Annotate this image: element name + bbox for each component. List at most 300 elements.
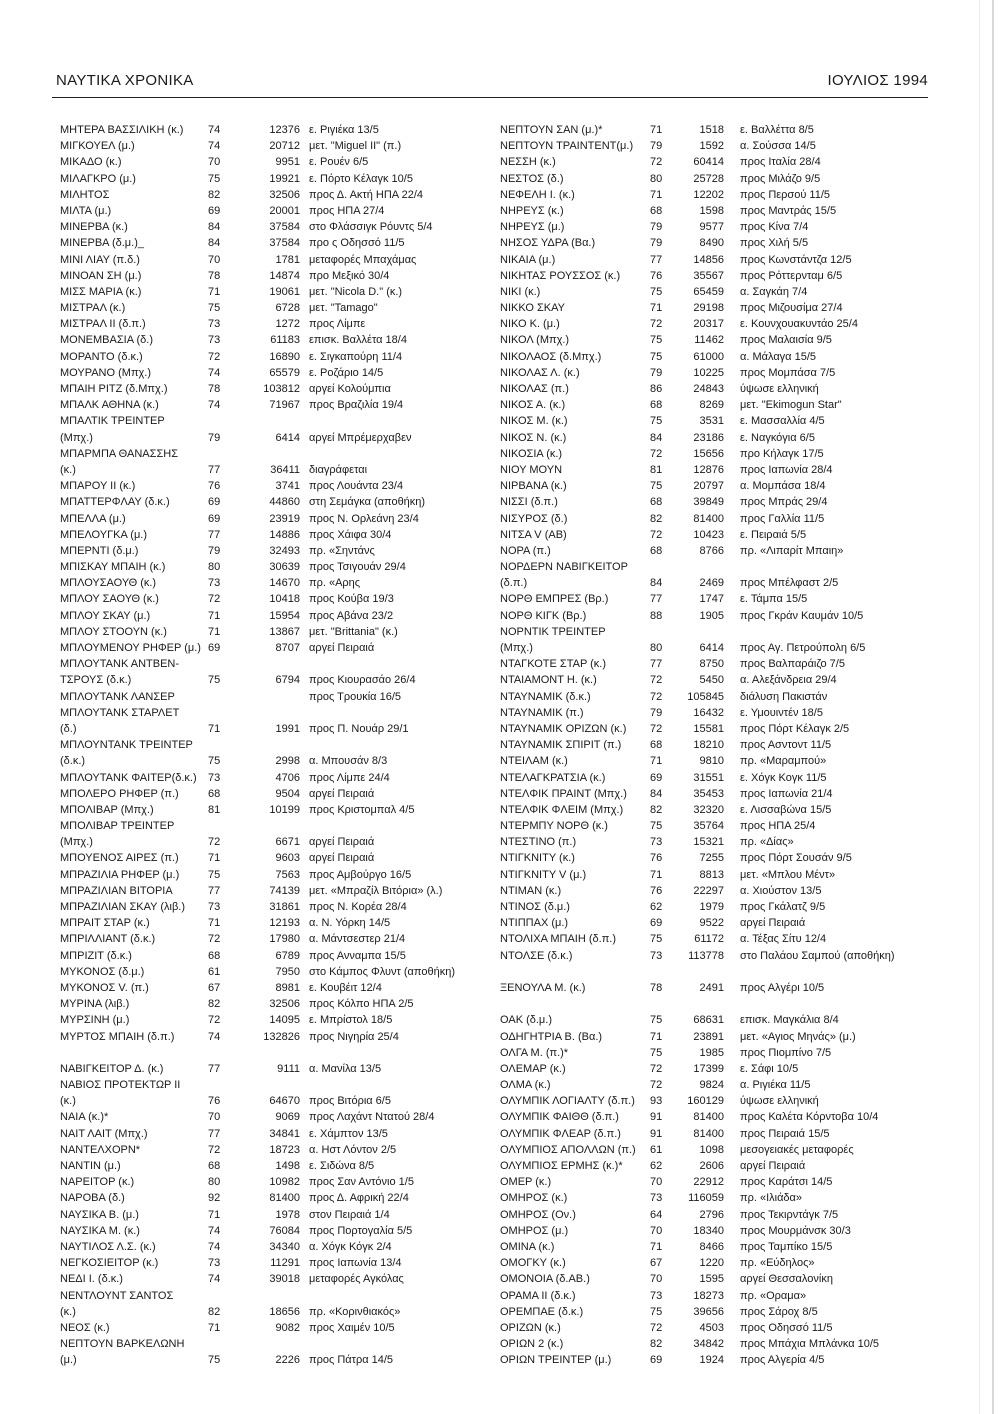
tonnage: 1595	[699, 1273, 724, 1286]
ship-name: ΤΣΡΟΥΣ (δ.κ.)	[60, 674, 132, 687]
status-note: διαγράφεται	[309, 463, 368, 476]
build-year: 69	[208, 512, 221, 525]
tonnage: 24843	[693, 383, 724, 395]
build-year: 75	[208, 172, 221, 185]
status-note: προς Κόλπο ΗΠΑ 2/5	[309, 998, 414, 1011]
build-year: 68	[650, 204, 663, 217]
ship-row	[60, 252, 485, 268]
ship-row	[500, 818, 925, 834]
build-year: 74	[208, 399, 221, 412]
build-year: 73	[650, 1289, 663, 1302]
status-note: προς Κριστομπαλ 4/5	[309, 803, 415, 816]
status-note: μετ. «Μπλου Μέντ»	[740, 868, 836, 881]
ship-row	[500, 300, 925, 316]
build-year: 79	[650, 366, 663, 379]
tonnage: 35453	[693, 787, 724, 800]
ship-name: ΝΗΣΟΣ ΥΔΡΑ (Βα.)	[500, 237, 596, 250]
tonnage: 32320	[693, 803, 724, 816]
ship-name: ΟΜΟΓΚΥ (κ.)	[500, 1257, 566, 1270]
build-year: 77	[650, 593, 663, 606]
ship-name: ΜΠΑΡΟΥ ΙΙ (κ.)	[60, 480, 136, 493]
ship-name: ΜΠΛΟΥ ΣΚΑΥ (μ.)	[60, 609, 151, 622]
ship-row	[60, 138, 485, 154]
status-note: προς Βραζιλία 19/4	[309, 399, 404, 412]
status-note: προς ΗΠΑ 25/4	[740, 820, 816, 833]
ship-row	[500, 430, 925, 446]
tonnage: 1924	[699, 1354, 724, 1367]
tonnage: 12202	[693, 188, 724, 201]
status-note: προς Περσού 11/5	[740, 188, 830, 201]
status-note: προς Αλγερία 4/5	[740, 1354, 825, 1367]
ship-row	[500, 1012, 925, 1028]
tonnage: 15581	[693, 722, 724, 735]
status-note: προς Ταμπίκο 15/5	[740, 1240, 833, 1253]
ship-name: ΝΙΚΟΣ Μ. (κ.)	[500, 415, 568, 428]
ship-row	[60, 365, 485, 381]
build-year: 71	[208, 1208, 221, 1221]
tonnage: 61000	[693, 350, 724, 363]
status-note: προς Μπέλφαστ 2/5	[740, 577, 839, 590]
build-year: 86	[650, 383, 663, 395]
status-note: προς Χάιφα 30/4	[309, 528, 392, 541]
ship-name: ΝΑΥΤΙΛΟΣ Λ.Σ. (κ.)	[60, 1240, 156, 1253]
status-note: ύψωσε ελληνική	[740, 383, 819, 395]
tonnage: 37584	[269, 221, 300, 234]
ship-name: ΜΠΛΟΥΤΑΝΚ ΦΑΙΤΕΡ(δ.κ.)	[60, 771, 197, 784]
build-year: 77	[208, 1062, 221, 1075]
tonnage: 18656	[269, 1305, 300, 1318]
build-year: 76	[208, 480, 221, 493]
status-note: επισκ. Βαλλέτα 18/4	[309, 334, 407, 347]
ship-row	[60, 608, 485, 624]
tonnage: 8466	[699, 1240, 724, 1253]
build-year: 77	[208, 528, 221, 541]
tonnage: 8750	[699, 658, 724, 671]
ship-row	[500, 1207, 925, 1223]
ship-name: (Μπχ.)	[500, 642, 533, 654]
status-note: προς Γαλλία 11/5	[740, 512, 825, 525]
status-note: αργεί Πειραιά	[740, 1160, 806, 1172]
tonnage: 4706	[275, 771, 300, 784]
tonnage: 7255	[699, 852, 724, 865]
tonnage: 65459	[693, 285, 724, 298]
tonnage: 64670	[269, 1095, 300, 1108]
build-year: 73	[650, 949, 663, 962]
tonnage: 61183	[270, 334, 300, 347]
ship-row	[60, 478, 485, 494]
tonnage: 14886	[269, 528, 300, 541]
ship-name: ΝΤΑΥΝΑΜΙΚ (π.)	[500, 706, 584, 719]
status-note: προς Λίμπε 24/4	[309, 771, 390, 784]
ship-name: ΝΤΑΓΚΟΤΕ ΣΤΑΡ (κ.)	[500, 658, 607, 671]
ship-name: ΜΠΑΛΚ ΑΘΗΝΑ (κ.)	[60, 399, 159, 412]
status-note: προς Μαλαισία 9/5	[740, 334, 832, 347]
status-note: μεταφορές Αγκόλας	[309, 1273, 404, 1286]
status-note: αργεί Πειραιά	[309, 642, 375, 654]
status-note: προς Λουάντα 23/4	[309, 480, 404, 493]
status-note: προς ΗΠΑ 27/4	[309, 204, 385, 217]
tonnage: 132826	[263, 1030, 300, 1043]
ship-row	[500, 899, 925, 915]
status-note: ε. Ρουέν 6/5	[309, 156, 369, 169]
ship-row	[60, 996, 485, 1012]
status-note: ε. Πειραιά 5/5	[740, 528, 807, 541]
status-note: προς Μιζουσίμα 27/4	[740, 302, 843, 315]
tonnage: 8707	[275, 642, 300, 654]
tonnage: 9504	[275, 787, 300, 800]
ship-row	[60, 413, 485, 429]
status-note: διάλυση Πακιστάν	[740, 690, 828, 703]
tonnage: 29198	[693, 302, 724, 315]
status-note: αργεί Θεσσαλονίκη	[740, 1273, 833, 1286]
ship-name: ΝΤΕΛΦΙΚ ΦΛΕΙΜ (Μπχ.)	[500, 803, 624, 816]
ship-row	[500, 284, 925, 300]
ship-row	[60, 187, 485, 203]
ship-row	[60, 235, 485, 251]
ship-name: (κ.)	[60, 1305, 76, 1318]
ship-row	[60, 770, 485, 786]
ship-name: ΝΤΟΛΙΧΑ ΜΠΑΙΗ (δ.π.)	[500, 933, 616, 946]
build-year: 74	[208, 1240, 221, 1253]
build-year: 80	[650, 172, 663, 185]
build-year: 82	[650, 803, 663, 816]
status-note: μεταφορές Μπαχάμας	[309, 253, 417, 266]
tonnage: 6414	[275, 431, 300, 444]
status-note: πρ. «Εύδηλος»	[740, 1257, 815, 1270]
tonnage: 116059	[688, 1192, 724, 1205]
tonnage: 1991	[275, 722, 300, 735]
ship-row	[60, 1336, 485, 1352]
tonnage: 34842	[693, 1338, 724, 1351]
ship-row	[500, 867, 925, 883]
tonnage: 36411	[270, 463, 300, 476]
ship-name: (Μπχ.)	[60, 431, 93, 444]
ship-name: (δ.κ.)	[60, 755, 86, 768]
status-note: πρ. «Σηντάνς	[309, 544, 375, 557]
tonnage: 2469	[699, 577, 724, 590]
ship-name: ΜΟΝΕΜΒΑΣΙΑ (δ.)	[60, 334, 153, 347]
build-year: 82	[208, 188, 221, 201]
ship-row	[500, 689, 925, 705]
ship-name: ΝΤΕΛΑΓΚΡΑΤΣΙΑ (κ.)	[500, 771, 606, 784]
status-note: προς Τρουκία 16/5	[309, 690, 402, 703]
tonnage: 6414	[699, 642, 724, 654]
status-note: προ Μεξικό 30/4	[309, 269, 390, 282]
ship-row	[500, 1320, 925, 1336]
build-year: 81	[650, 463, 663, 476]
ship-name: ΝΕΣΣΗ (κ.)	[500, 156, 556, 169]
status-note: προς Πειραιά 15/5	[740, 1127, 830, 1140]
tonnage: 25728	[693, 172, 724, 185]
build-year: 68	[208, 1160, 221, 1172]
tonnage: 18210	[693, 739, 724, 752]
status-note: α. Σαγκάη 7/4	[740, 285, 808, 298]
build-year: 73	[650, 1192, 663, 1205]
build-year: 71	[208, 285, 221, 298]
status-note: πρ. «Οραμα»	[740, 1289, 807, 1302]
ship-row	[60, 1304, 485, 1320]
ship-row	[60, 705, 485, 721]
ship-name: ΜΠΟΛΙΒΑΡ ΤΡΕΙΝΤΕΡ	[60, 820, 175, 833]
ship-row	[60, 219, 485, 235]
ship-name: ΝΕΝΤΛΟΥΝΤ ΣΑΝΤΟΣ	[60, 1289, 174, 1302]
tonnage: 17399	[693, 1062, 724, 1075]
ship-name: ΝΤΙΠΠΑΧ (μ.)	[500, 917, 569, 930]
ship-name: ΜΠΑΡΜΠΑ ΘΑΝΑΣΣΗΣ	[60, 447, 178, 460]
build-year: 72	[208, 593, 221, 606]
build-year: 79	[650, 237, 663, 250]
build-year: 93	[650, 1095, 663, 1108]
tonnage: 9577	[699, 221, 724, 234]
status-note: προς Κούβα 19/3	[309, 593, 394, 606]
ship-row	[60, 527, 485, 543]
ship-row	[60, 171, 485, 187]
ship-row	[60, 268, 485, 284]
tonnage: 6671	[275, 836, 300, 849]
ship-row	[500, 316, 925, 332]
build-year: 75	[208, 674, 221, 687]
ship-row	[60, 349, 485, 365]
ship-name: ΟΛΥΜΠΙΚ ΦΛΕΑΡ (δ.π.)	[500, 1127, 621, 1140]
status-note: ε. Ριγιέκα 13/5	[309, 124, 379, 136]
ship-row	[500, 154, 925, 170]
ship-name: ΜΙΚΑΔΟ (κ.)	[60, 156, 122, 169]
ship-row	[60, 1109, 485, 1125]
build-year: 72	[208, 1143, 221, 1156]
build-year: 68	[650, 739, 663, 752]
ship-list-right-column	[500, 122, 925, 1368]
tonnage: 35764	[693, 820, 724, 833]
status-note: αργεί Πειραιά	[740, 917, 806, 930]
status-note: προς Ασντοντ 11/5	[740, 739, 832, 752]
status-note: προς Ρόττερνταμ 6/5	[740, 269, 843, 282]
ship-row	[500, 511, 925, 527]
build-year: 71	[208, 609, 221, 622]
ship-row	[60, 850, 485, 866]
build-year: 74	[208, 1030, 221, 1043]
status-note: προς Πιομπίνο 7/5	[740, 1046, 832, 1059]
ship-row	[500, 187, 925, 203]
ship-name: ΟΔΗΓΗΤΡΙΑ Β. (Βα.)	[500, 1030, 603, 1043]
ship-name: ΝΑΥΣΙΚΑ Μ. (κ.)	[60, 1224, 140, 1237]
build-year: 70	[650, 1273, 663, 1286]
build-year: 71	[650, 1240, 663, 1253]
ship-name: ΜΠΙΣΚΑΥ ΜΠΑΙΗ (κ.)	[60, 561, 166, 574]
status-note: στο Παλάου Σαμπού (αποθήκη)	[740, 949, 895, 962]
ship-name: ΝΙΚΙ (κ.)	[500, 285, 541, 298]
ship-row	[500, 171, 925, 187]
status-note: α. Χόγκ Κόγκ 2/4	[309, 1240, 392, 1253]
ship-row	[60, 737, 485, 753]
tonnage: 32493	[269, 544, 300, 557]
ship-row	[60, 381, 485, 397]
status-note: α. Μάντσεστερ 21/4	[309, 933, 406, 946]
status-note: αργεί Πειραιά	[309, 787, 375, 800]
build-year: 73	[208, 577, 221, 590]
build-year: 84	[650, 787, 663, 800]
build-year: 73	[208, 901, 221, 913]
build-year: 77	[208, 463, 221, 476]
build-year: 72	[650, 1062, 663, 1075]
status-note: προς Αγ. Πετρούπολη 6/5	[740, 642, 866, 654]
status-note: προς Καλέτα Κόρντοβα 10/4	[740, 1111, 879, 1124]
build-year: 71	[208, 852, 221, 865]
tonnage: 17980	[269, 933, 300, 946]
ship-row	[60, 656, 485, 672]
publication-title: ΝΑΥΤΙΚΑ ΧΡΟΝΙΚΑ	[56, 72, 194, 89]
ship-row	[500, 770, 925, 786]
ship-row	[500, 332, 925, 348]
build-year: 70	[650, 1224, 663, 1237]
ship-name: ΟΜΗΡΟΣ (Ον.)	[500, 1208, 576, 1221]
build-year: 70	[208, 1111, 221, 1124]
build-year: 67	[208, 981, 221, 994]
ship-row	[500, 122, 925, 138]
tonnage: 1592	[699, 140, 724, 153]
tonnage: 10982	[269, 1176, 300, 1189]
ship-row	[500, 235, 925, 251]
status-note: προς Ν. Ορλεάνη 23/4	[309, 512, 419, 525]
build-year: 72	[208, 836, 221, 849]
ship-name: ΝΤΕΡΜΠΥ ΝΟΡΘ (κ.)	[500, 820, 608, 833]
status-note: προς Λαχάντ Ντατού 28/4	[309, 1111, 435, 1124]
status-note: προς Πόρτ Σουσάν 9/5	[740, 852, 852, 865]
ship-name: ΟΜΙΝΑ (κ.)	[500, 1240, 555, 1253]
status-note: προς Μαντράς 15/5	[740, 204, 837, 217]
tonnage: 10423	[693, 528, 724, 541]
ship-row	[500, 365, 925, 381]
status-note: προς Μπράς 29/4	[740, 496, 828, 509]
tonnage: 15321	[693, 836, 724, 849]
build-year: 79	[650, 706, 663, 719]
ship-name: ΜΠΟΛΙΒΑΡ (Μπχ.)	[60, 803, 154, 816]
status-note: ε. Πόρτο Κέλαγκ 10/5	[309, 172, 413, 185]
ship-row	[60, 980, 485, 996]
tonnage: 20712	[269, 140, 300, 153]
status-note: προς Πόρτ Κέλαγκ 2/5	[740, 722, 850, 735]
tonnage: 14874	[269, 269, 300, 282]
tonnage: 113778	[688, 949, 724, 962]
ship-row	[60, 640, 485, 656]
status-note: προς Δ. Αφρική 22/4	[309, 1192, 409, 1205]
tonnage: 60414	[693, 156, 724, 169]
ship-name: ΜΗΤΕΡΑ ΒΑΣΣΙΛΙΚΗ (κ.)	[60, 124, 184, 136]
build-year: 73	[208, 1257, 221, 1270]
build-year: 69	[650, 917, 663, 930]
ship-row	[60, 154, 485, 170]
build-year: 72	[650, 528, 663, 541]
ship-row	[60, 753, 485, 769]
tonnage: 37584	[269, 237, 300, 250]
ship-row	[500, 1239, 925, 1255]
ship-name: ΝΟΡΘ ΕΜΠΡΕΣ (Βρ.)	[500, 593, 609, 606]
ship-row	[500, 252, 925, 268]
tonnage: 7563	[275, 868, 300, 881]
ship-row	[60, 1126, 485, 1142]
build-year: 75	[208, 868, 221, 881]
build-year: 68	[650, 496, 663, 509]
build-year: 80	[208, 1176, 221, 1189]
ship-name: ΜΠΡΑΖΙΛΙΑΝ ΒΙΤΟΡΙΑ	[60, 884, 173, 897]
ship-row	[500, 996, 925, 1012]
ship-row	[60, 1012, 485, 1028]
ship-name: ΝΕΓΚΟΣΙΕΙΤΟΡ (κ.)	[60, 1257, 159, 1270]
ship-row	[60, 1190, 485, 1206]
ship-name: ΜΠΑΙΗ ΡΙΤΖ (δ.Μπχ.)	[60, 383, 168, 395]
tonnage: 1979	[699, 901, 724, 913]
build-year: 91	[650, 1127, 663, 1140]
ship-row	[500, 786, 925, 802]
ship-row	[60, 430, 485, 446]
ship-row	[60, 1320, 485, 1336]
tonnage: 61172	[694, 933, 724, 946]
ship-row	[500, 1029, 925, 1045]
ship-name: ΝΑΝΤΕΛΧΟΡΝ*	[60, 1143, 141, 1156]
ship-name: ΝΕΟΣ (κ.)	[60, 1321, 110, 1334]
status-note: ε. Χάμπτον 13/5	[309, 1127, 388, 1140]
tonnage: 4503	[699, 1321, 724, 1334]
build-year: 71	[650, 302, 663, 315]
ship-row	[500, 980, 925, 996]
ship-name: (κ.)	[60, 1095, 76, 1108]
header-rule	[52, 97, 928, 98]
build-year: 72	[650, 722, 663, 735]
status-note: προς Χιλή 5/5	[740, 237, 809, 250]
ship-row	[500, 1109, 925, 1125]
status-note: προς Γκάλατζ 9/5	[740, 901, 826, 913]
ship-row	[500, 1158, 925, 1174]
tonnage: 18723	[269, 1143, 300, 1156]
build-year: 75	[208, 755, 221, 768]
status-note: μεσογειακές μεταφορές	[740, 1143, 854, 1156]
ship-name: ΝΗΡΕΥΣ (κ.)	[500, 204, 564, 217]
ship-name: ΜΙΛΗΤΟΣ	[60, 188, 110, 201]
ship-name: ΟΡΑΜΑ ΙΙ (δ.κ.)	[500, 1289, 576, 1302]
tonnage: 9522	[699, 917, 724, 930]
build-year: 62	[650, 901, 663, 913]
tonnage: 6794	[275, 674, 300, 687]
tonnage: 23891	[693, 1030, 724, 1043]
ship-row	[500, 559, 925, 575]
build-year: 74	[208, 1273, 221, 1286]
status-note: πρ. «Μαραμπού»	[740, 755, 827, 768]
ship-name: (Μπχ.)	[60, 836, 93, 849]
tonnage: 15954	[269, 609, 300, 622]
tonnage: 81400	[693, 512, 724, 525]
tonnage: 30639	[269, 561, 300, 574]
ship-name: ΟΡΙΩΝ 2 (κ.)	[500, 1338, 564, 1351]
build-year: 71	[208, 917, 221, 930]
status-note: προς Βαλπαράιζο 7/5	[740, 658, 845, 671]
tonnage: 9824	[699, 1079, 724, 1092]
status-note: προς Μπάχια Μπλάνκα 10/5	[740, 1338, 880, 1351]
ship-row	[60, 1271, 485, 1287]
build-year: 70	[650, 1176, 663, 1189]
ship-row	[60, 575, 485, 591]
ship-row	[500, 948, 925, 964]
status-note: προς Γκράν Καυμάν 10/5	[740, 609, 864, 622]
ship-row	[500, 1336, 925, 1352]
ship-name: ΞΕΝΟΥΛΑ Μ. (κ.)	[500, 981, 586, 994]
ship-name: ΜΠΛΟΥΤΑΝΚ ΑΝΤΒΕΝ-	[60, 658, 180, 671]
build-year: 77	[650, 253, 663, 266]
status-note: προς Πάτρα 14/5	[309, 1354, 394, 1367]
status-note: πρ. «Λιπαρίτ Μπαιη»	[740, 544, 844, 557]
ship-name: ΟΑΚ (δ.μ.)	[500, 1014, 552, 1027]
ship-row	[60, 1223, 485, 1239]
ship-row	[60, 300, 485, 316]
tonnage: 11462	[694, 334, 724, 347]
